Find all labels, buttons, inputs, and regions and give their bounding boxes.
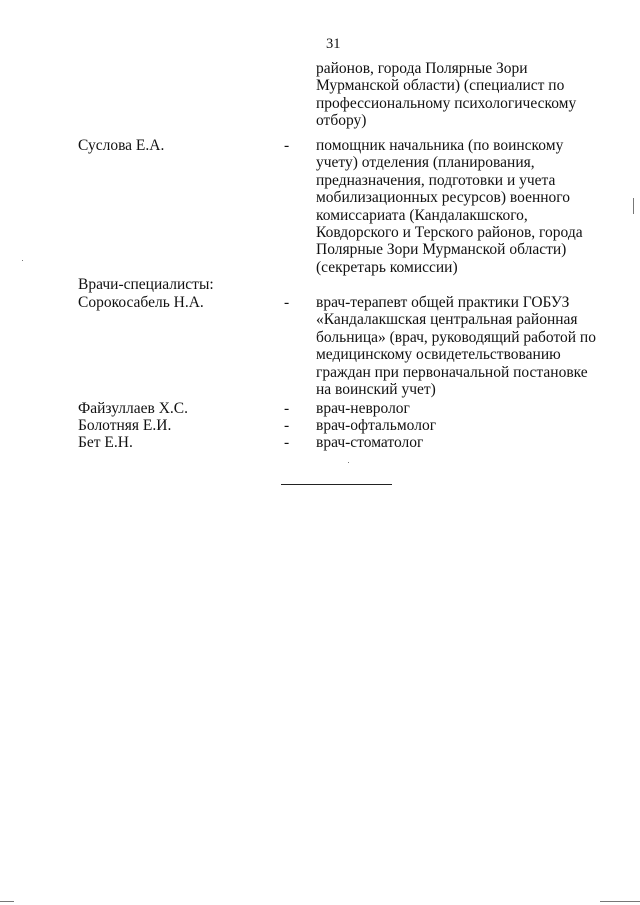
scan-mark	[633, 198, 634, 214]
entry-dash: -	[284, 417, 290, 434]
member-name: Файзуллаев Х.С.	[78, 400, 188, 417]
member-role: помощник начальника (по воинскому учету) отделения (планирования, предназначения, подготовки и учета мобилизационных ресурсов) военного комиссариата (Кандалакшского, Ковдорского и Терского районов, города Полярные Зори Мурманской области) (секретарь комиссии)	[316, 137, 583, 276]
section-heading-doctors: Врачи-специалисты:	[78, 276, 214, 293]
entry-dash: -	[284, 137, 290, 154]
member-role: врач-невролог	[316, 400, 410, 417]
member-name: Суслова Е.А.	[78, 137, 165, 154]
scan-mark	[348, 462, 349, 463]
member-role: врач-терапевт общей практики ГОБУЗ «Кандалакшская центральная районная больница» (врач, руководящий работой по медицинскому освидетельствованию граждан при первоначальной постановке на воинский учет)	[316, 294, 596, 399]
member-role: врач-стоматолог	[316, 434, 424, 451]
member-name: Сорокосабель Н.А.	[78, 294, 204, 311]
page-number: 31	[326, 36, 341, 52]
entry-dash: -	[284, 434, 290, 451]
member-role: врач-офтальмолог	[316, 417, 437, 434]
closing-rule	[281, 484, 392, 485]
member-name: Бет Е.Н.	[78, 434, 133, 451]
entry-dash: -	[284, 400, 290, 417]
scan-mark	[600, 901, 640, 902]
member-name: Болотняя Е.И.	[78, 417, 172, 434]
scan-mark	[22, 260, 23, 261]
scan-mark	[0, 901, 14, 902]
entry-dash: -	[284, 294, 290, 311]
continuation-role-text: районов, города Полярные Зори Мурманской области) (специалист по профессиональному психологическому отбору)	[316, 60, 577, 130]
